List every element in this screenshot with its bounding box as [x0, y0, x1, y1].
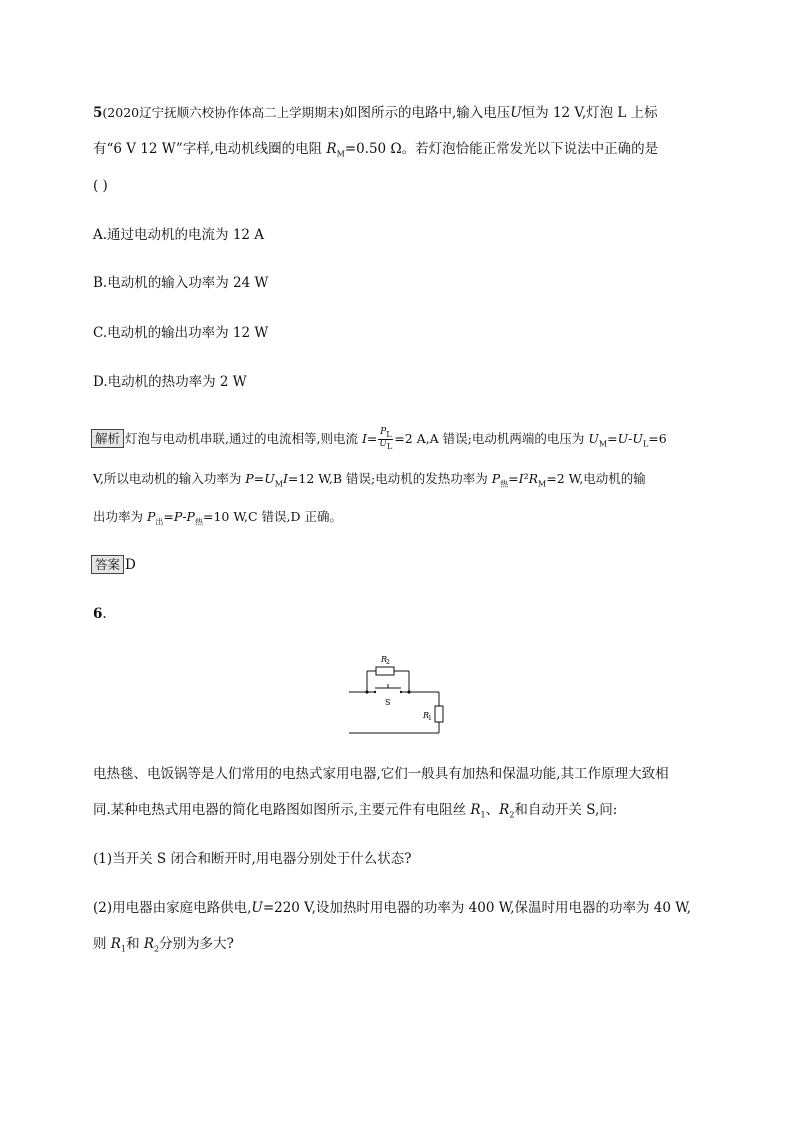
analysis-text3a: 出功率为 [93, 509, 147, 524]
analysis-text1a: 灯泡与电动机串联,通过的电流相等,则电流 [125, 430, 362, 446]
analysis-text2b: =12 W,B 错误;电动机的发热功率为 [287, 471, 492, 486]
frac-p: P [380, 427, 387, 437]
sub-2b: 2 [154, 944, 160, 954]
eq-sign: = [366, 430, 378, 446]
q6-subq2-line2 [93, 934, 234, 960]
analysis-text3b: =10 W,C 错误,D 正确。 [202, 509, 342, 524]
sub-re2: 热 [194, 517, 203, 527]
switch-contact-right [400, 691, 402, 693]
eq-sign5: = [163, 509, 174, 524]
var-r2: R [499, 802, 510, 818]
q6-para-line1: 电热毯、电饭锅等是人们常用的电热式家用电器,它们一般具有加热和保温功能,其工作原理大致相 [93, 766, 669, 782]
sub-1: 1 [480, 810, 486, 820]
analysis-text2a: V,所以电动机的输入功率为 [93, 471, 246, 486]
label-r1: R [423, 711, 430, 720]
q6-para-text2b: 和自动开关 S,问: [514, 802, 618, 818]
sub-re: 热 [500, 479, 509, 489]
q6-subq1: (1)当开关 S 闭合和断开时,用电器分别处于什么状态? [93, 851, 412, 867]
q6-subq2-text-c: 则 [93, 936, 111, 952]
analysis-tag: 解析 [91, 429, 124, 448]
q5-option-b: B.电动机的输入功率为 24 W [93, 275, 269, 291]
var-i: I [361, 430, 367, 446]
analysis-line2: V,所以电动机的输入功率为 $P=U_MI=12$ W,B 错误;电动机的发热功率为 $P_热=I^2R_M=2$ W,电动机的输 [93, 471, 646, 489]
var-um2: U [264, 471, 275, 486]
circuit-diagram [345, 648, 455, 738]
q6-subq2-line1 [93, 898, 691, 918]
q5-option-a: A.通过电动机的电流为 12 A [93, 227, 265, 243]
analysis-text2c: =2 W,电动机的输 [546, 471, 646, 486]
resistor-r2 [376, 667, 394, 675]
var-i3: I [518, 471, 524, 486]
answer-tag: 答案 [91, 555, 124, 574]
var-u: U [510, 105, 522, 121]
var-ul-sub: L [642, 439, 649, 449]
var-r2b: R [143, 936, 155, 952]
frac-sub-l2: L [386, 441, 393, 451]
var-ul: U [632, 430, 643, 446]
var-p: P [245, 471, 254, 486]
var-r: R [326, 141, 337, 157]
label-r2: R [381, 655, 388, 664]
node-right [407, 690, 410, 693]
q5-stem-text1b: 恒为 12 V,灯泡 L 上标 [521, 105, 658, 121]
analysis-line3: 出功率为 $P_出=P-P_热=10$ W,C 错误,D 正确。 [93, 509, 342, 527]
var-um2-sub: M [274, 479, 283, 489]
var-rm: R [528, 471, 539, 486]
q5-stem-text2b: =0.50 Ω。若灯泡恰能正常发光以下说法中正确的是 [344, 141, 659, 157]
q6-para-line2: 同.某种电热式用电器的简化电路图如图所示,主要元件有电阻丝 $R_1$、$R_2$和自动开关 S,问: [93, 802, 618, 820]
var-um-sub: M [598, 439, 608, 449]
q5-stem-line1 [93, 103, 658, 123]
answer-value: D [125, 557, 136, 573]
eq-sign4: = [508, 471, 519, 486]
q5-stem-text2a: 有“6 V 12 W”字样,电动机线圈的电阻 [93, 141, 327, 157]
sub-1b: 1 [120, 944, 127, 954]
frac-u: U [379, 438, 387, 449]
sub-chu: 出 [155, 517, 164, 527]
sub-2: 2 [509, 810, 515, 820]
node-left [365, 690, 368, 693]
var-r1: R [470, 802, 481, 818]
label-r2-sub: 2 [386, 659, 390, 666]
label-s: S [385, 698, 391, 707]
eq-sign2: = [607, 430, 618, 446]
frac-sub-l1: L [386, 429, 392, 439]
q6-number-line [93, 604, 107, 624]
q6-dot: . [102, 606, 107, 622]
eq-sign3: = [253, 471, 265, 486]
var-p3: P [173, 509, 183, 524]
var-p-re2: P [186, 509, 195, 524]
analysis-text1b: =2 A,A 错误;电动机两端的电压为 [394, 430, 589, 446]
q5-option-c: C.电动机的输出功率为 12 W [93, 325, 269, 341]
var-i2: I [282, 471, 288, 486]
q5-number: 5 [93, 105, 103, 121]
var-u2: U [617, 430, 629, 446]
q5-paren: ( ) [93, 178, 108, 194]
sub-m: M [336, 149, 345, 159]
var-p-re: P [491, 471, 501, 486]
var-um-u: U [588, 430, 599, 446]
var-p-chu: P [146, 509, 156, 524]
resistor-r1 [435, 706, 443, 722]
q6-para-text2a: 同.某种电热式用电器的简化电路图如图所示,主要元件有电阻丝 [93, 802, 471, 818]
var-r1b: R [110, 936, 121, 952]
q6-subq2-text-d: 分别为多大? [159, 936, 234, 952]
q5-source: (2020辽宁抚顺六校协作体高二上学期期末) [102, 105, 344, 120]
fraction-pl-ul [378, 428, 393, 451]
answer-line [91, 555, 136, 575]
q6-subq2-text-b: =220 V,设加热时用电器的功率为 400 W,保温时用电器的功率为 40 W, [262, 900, 692, 916]
label-r1-sub: 1 [428, 715, 432, 722]
q6-subq2-text-a: (2)用电器由家庭电路供电, [93, 900, 252, 916]
analysis-text1c: =6 [648, 430, 667, 446]
var-rm-sub: M [538, 479, 547, 489]
switch-contact-left [374, 691, 376, 693]
q5-stem-line2 [93, 139, 658, 165]
and-word: 和 [126, 936, 144, 952]
q6-number: 6 [93, 606, 103, 622]
q5-stem-text1: 如图所示的电路中,输入电压 [343, 105, 511, 121]
var-u-home: U [251, 900, 263, 916]
analysis-line1: 解析 灯泡与电动机串联,通过的电流相等,则电流 I= $\frac{P_L}{U_L}$ =2 A,A 错误;电动机两端的电压为 $U_M=U-U_L=6$ [91, 428, 667, 454]
q5-option-d: D.电动机的热功率为 2 W [93, 374, 247, 390]
